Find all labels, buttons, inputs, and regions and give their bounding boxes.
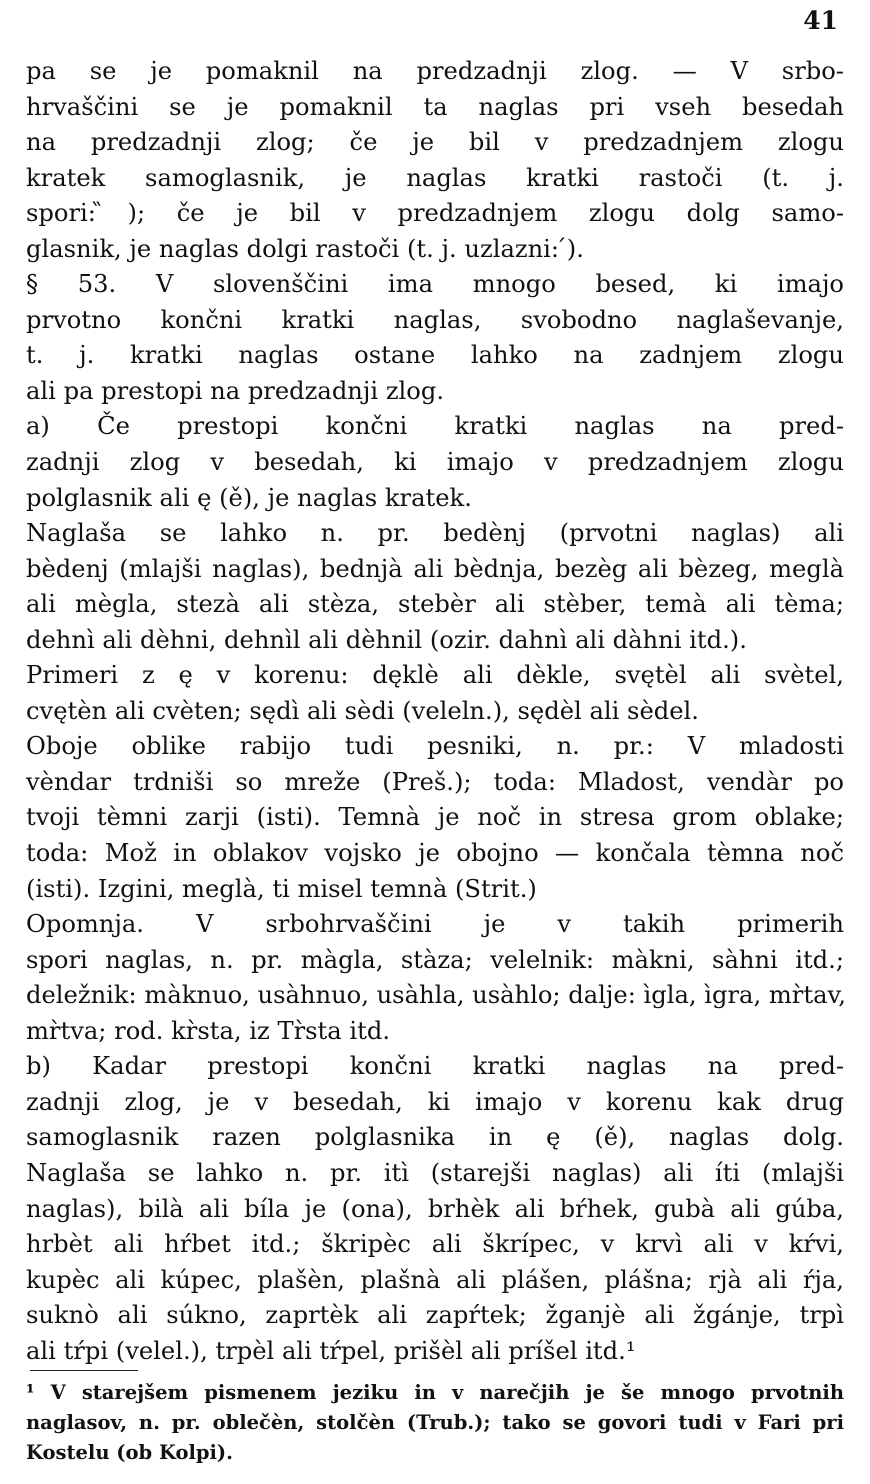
- text-line: toda: Mož in oblakov vojsko je obojno — končala tèmna noč: [26, 839, 844, 868]
- text-line: prvotno končni kratki naglas, svobodno naglaševanje,: [26, 305, 844, 334]
- text-line: spori: ̏); če je bil v predzadnjem zlogu dolg samo-: [26, 199, 844, 228]
- text-line: zadnji zlog, je v besedah, ki imajo v korenu kak drug: [26, 1087, 844, 1116]
- text-line: hrvaščini se je pomaknil ta naglas pri vseh besedah: [26, 92, 844, 121]
- text-line: Oboje oblike rabijo tudi pesniki, n. pr.: V mladosti: [26, 732, 844, 761]
- text-line: Opomnja. V srbohrvaščini je v takih primerih: [26, 910, 844, 939]
- text-line: dehnì ali dèhni, dehnìl ali dèhnil (ozir. dahnì ali dàhni itd.).: [26, 625, 747, 654]
- text-line: cvętèn ali cvèten; sędì ali sèdi (veleln.), sędèl ali sèdel.: [26, 696, 699, 725]
- text-line: t. j. kratki naglas ostane lahko na zadnjem zlogu: [26, 341, 844, 370]
- text-line: samoglasnik razen polglasnika in ę (ě), naglas dolg.: [26, 1123, 844, 1152]
- text-line: ali pa prestopi na predzadnji zlog.: [26, 376, 445, 405]
- text-line: b) Kadar prestopi končni kratki naglas na pred-: [26, 1052, 844, 1081]
- text-line: polglasnik ali ę (ě), je naglas kratek.: [26, 483, 472, 512]
- text-line: ¹ V starejšem pismenem jeziku in v narečjih je še mnogo prvotnih: [26, 1381, 844, 1404]
- text-line: § 53. V slovenščini ima mnogo besed, ki imajo: [26, 270, 844, 299]
- text-line: ali tŕpi (velel.), trpèl ali tŕpel, prišèl ali príšel itd.¹: [26, 1336, 636, 1365]
- text-line: Kostelu (ob Kolpi).: [26, 1441, 233, 1464]
- text-line: pa se je pomaknil na predzadnji zlog. — V srbo-: [26, 57, 844, 85]
- body-text: [26, 54, 844, 1369]
- text-line: mr̀tva; rod. kr̀sta, iz Tr̀sta itd.: [26, 1016, 391, 1045]
- text-line: zadnji zlog v besedah, ki imajo v predzadnjem zlogu: [26, 448, 844, 477]
- text-line: kupèc ali kúpec, plašèn, plašnà ali plášen, plášna; rjà ali ŕja,: [26, 1265, 844, 1294]
- text-line: kratek samoglasnik, je naglas kratki rastoči (t. j.: [26, 163, 844, 192]
- text-line: glasnik, je naglas dolgi rastoči (t. j. uzlazni: ́).: [26, 234, 584, 263]
- page-number: 41: [803, 6, 838, 35]
- text-line: tvoji tèmni zarji (isti). Temnà je noč in stresa grom oblake;: [26, 803, 844, 832]
- text-line: na predzadnji zlog; če je bil v predzadnjem zlogu: [26, 128, 844, 157]
- footnote-divider: [30, 1370, 138, 1371]
- footnote: [26, 1378, 844, 1468]
- text-line: spori naglas, n. pr. màgla, stàza; velelnik: màkni, sàhni itd.;: [26, 945, 844, 974]
- text-line: naglas), bilà ali bíla je (ona), brhèk ali bŕhek, gubà ali gúba,: [26, 1194, 844, 1223]
- text-line: deležnik: màknuo, usàhnuo, usàhla, usàhlo; dalje: ìgla, ìgra, mr̀tav,: [26, 981, 846, 1010]
- text-line: Naglaša se lahko n. pr. itì (starejši naglas) ali íti (mlajši: [26, 1158, 844, 1187]
- text-line: vèndar trdniši so mreže (Preš.); toda: Mladost, vendàr po: [26, 767, 844, 796]
- text-line: Naglaša se lahko n. pr. bedènj (prvotni naglas) ali: [26, 519, 844, 548]
- text-line: Primeri z ę v korenu: dęklè ali dèkle, svętèl ali svètel,: [26, 661, 844, 690]
- text-line: hrbèt ali hŕbet itd.; škripèc ali škrípec, v krvì ali v kŕvi,: [26, 1230, 844, 1259]
- text-line: a) Če prestopi končni kratki naglas na pred-: [26, 412, 844, 441]
- text-line: bèdenj (mlajši naglas), bednjà ali bèdnja, bezèg ali bèzeg, meglà: [26, 554, 844, 583]
- text-line: (isti). Izgini, meglà, ti misel temnà (Strit.): [26, 874, 537, 903]
- text-line: naglasov, n. pr. oblečèn, stolčèn (Trub.); tako se govori tudi v Fari pri: [26, 1411, 844, 1434]
- text-line: ali mègla, stezà ali stèza, stebèr ali stèber, temà ali tèma;: [26, 590, 844, 619]
- text-line: suknò ali súkno, zaprtèk ali zapŕtek; žganjè ali žgánje, trpì: [26, 1301, 844, 1330]
